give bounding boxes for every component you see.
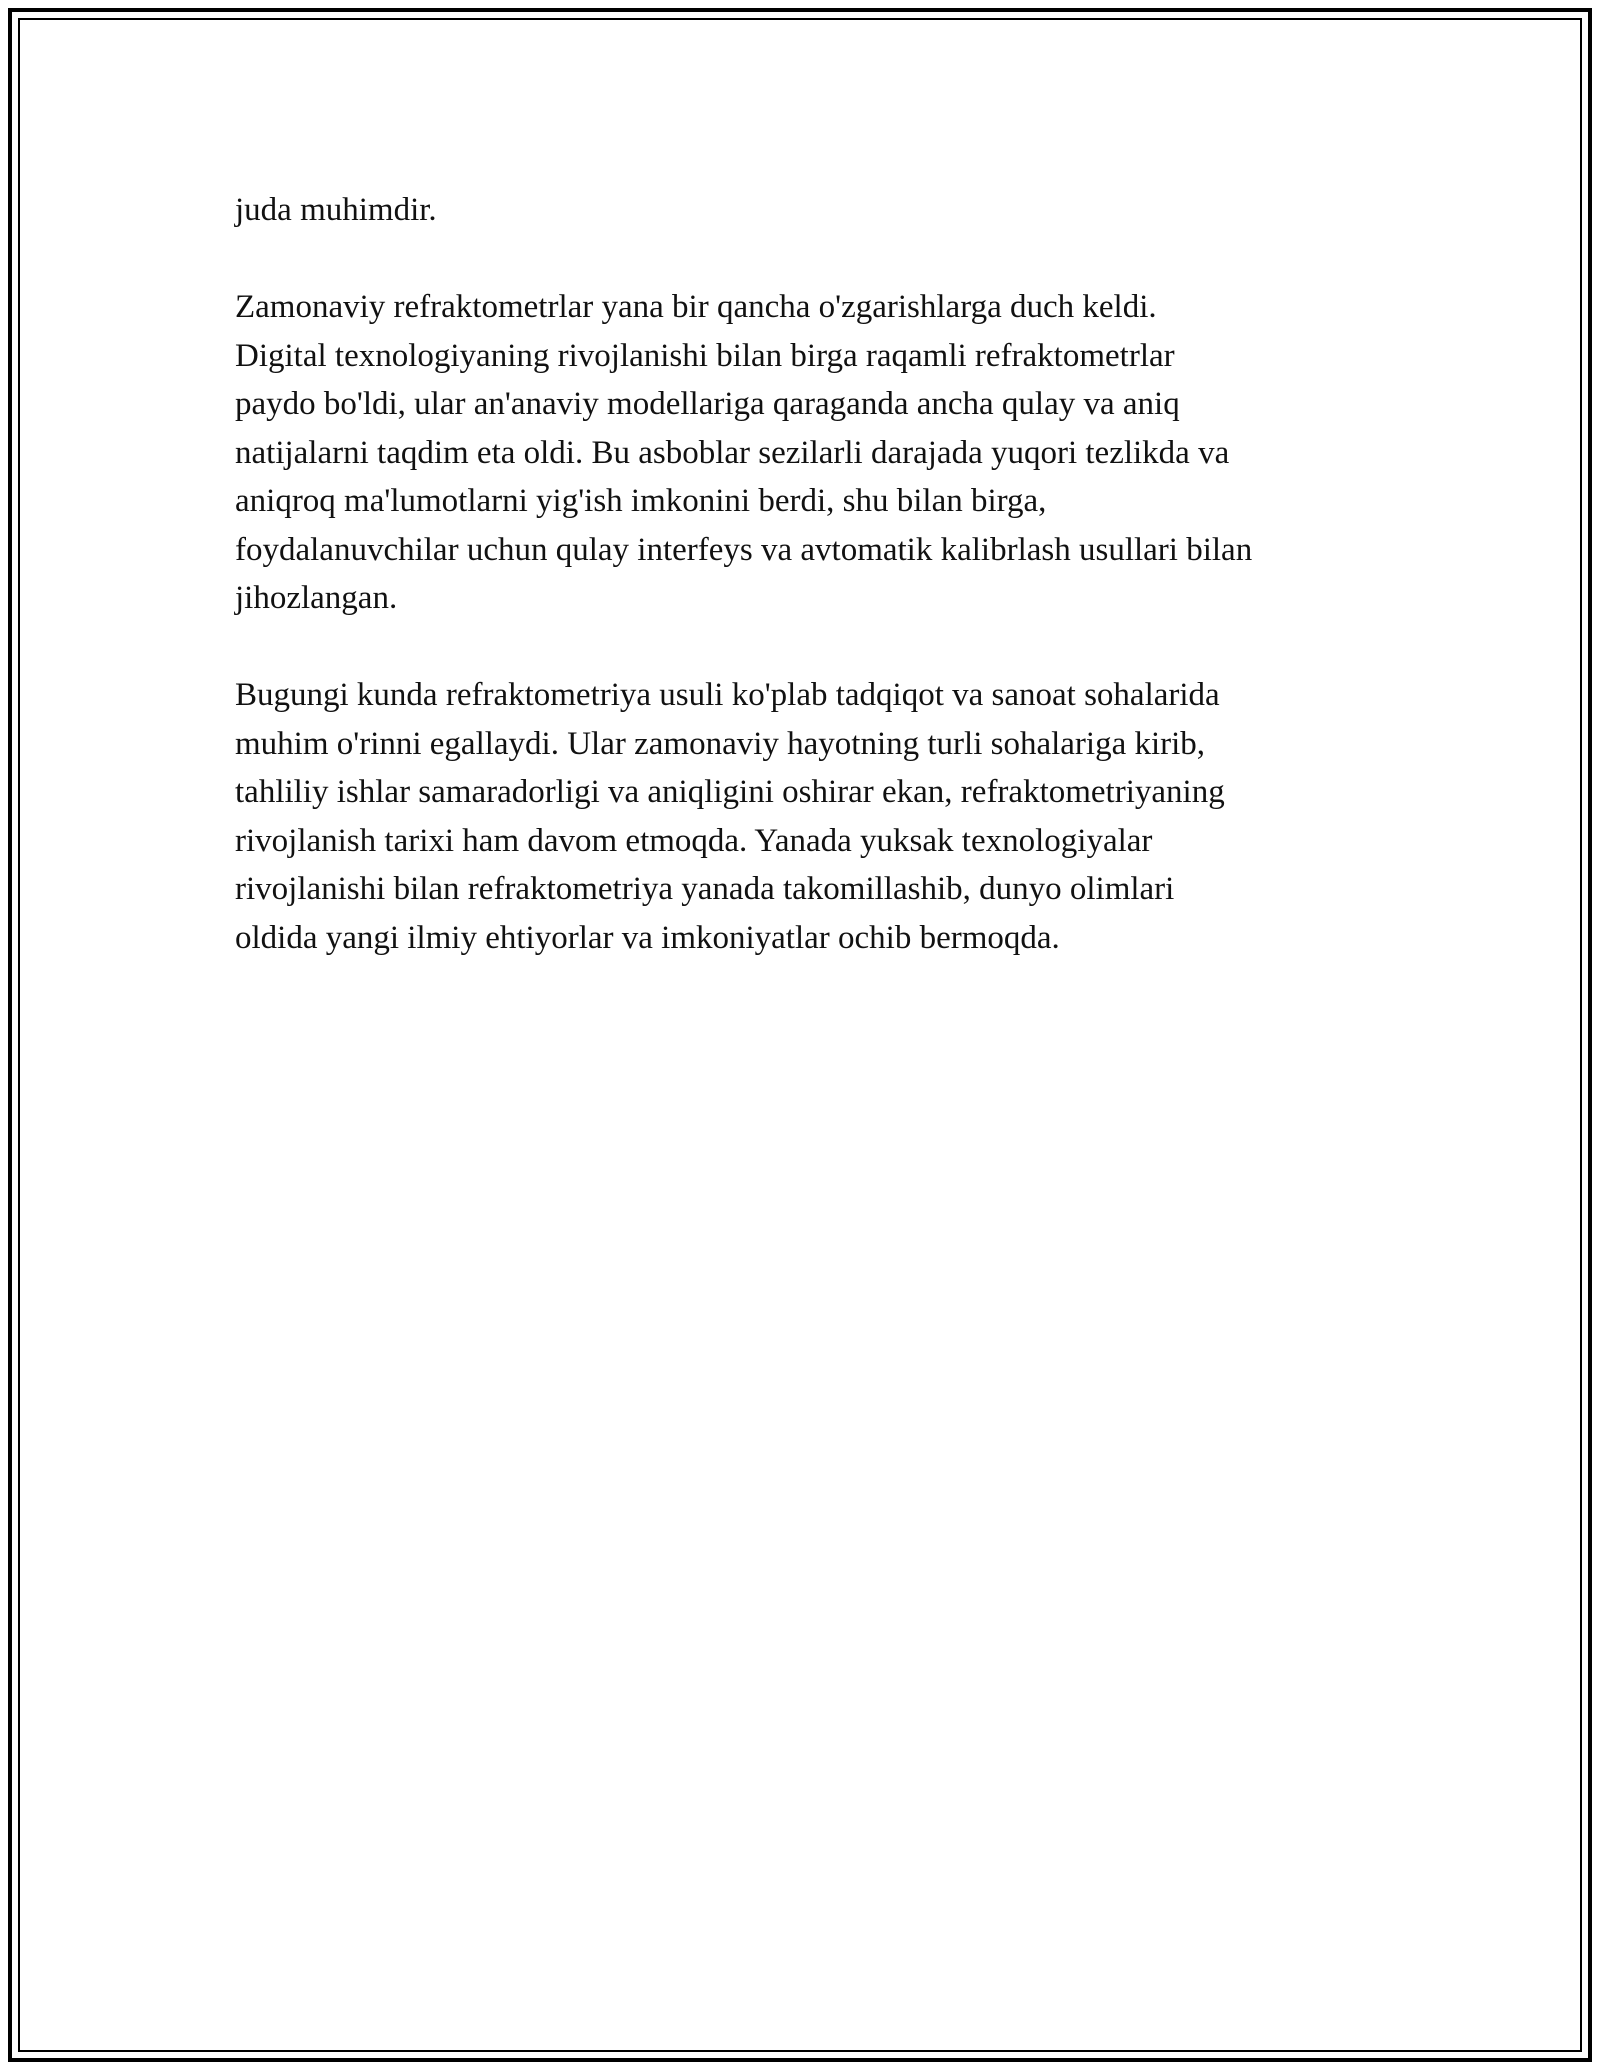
- text-line: Bugungi kunda refraktometriya usuli ko'plab tadqiqot va sanoat sohalarida: [235, 677, 1220, 713]
- text-line: natijalarni taqdim eta oldi. Bu asboblar sezilarli darajada yuqori tezlikda va: [235, 434, 1230, 471]
- paragraph-1: [235, 186, 1385, 235]
- text-line: muhim o'rinni egallaydi. Ular zamonaviy hayotning turli sohalariga kirib,: [235, 725, 1206, 762]
- text-line: oldida yangi ilmiy ehtiyorlar va imkoniyatlar ochib bermoqda.: [235, 919, 1060, 956]
- text-line: rivojlanishi bilan refraktometriya yanada takomillashib, dunyo olimlari: [235, 871, 1175, 907]
- text-line: foydalanuvchilar uchun qulay interfeys va avtomatik kalibrlash usullari bilan: [235, 531, 1253, 568]
- text-line: tahliliy ishlar samaradorligi va aniqligini oshirar ekan, refraktometriyaning: [235, 774, 1225, 810]
- text-line: Zamonaviy refraktometrlar yana bir qancha o'zgarishlarga duch keldi.: [235, 289, 1157, 325]
- text-line: paydo bo'ldi, ular an'anaviy modellariga qaraganda ancha qulay va aniq: [235, 386, 1180, 422]
- text-line: Digital texnologiyaning rivojlanishi bilan birga raqamli refraktometrlar: [235, 337, 1175, 374]
- paragraph-3: [235, 671, 1385, 962]
- text-line: juda muhimdir.: [235, 192, 437, 228]
- text-line: aniqroq ma'lumotlarni yig'ish imkonini berdi, shu bilan birga,: [235, 483, 1047, 519]
- document-body: [235, 186, 1385, 1011]
- text-line: jihozlangan.: [235, 580, 398, 616]
- text-line: rivojlanish tarixi ham davom etmoqda. Yanada yuksak texnologiyalar: [235, 822, 1153, 859]
- paragraph-2: [235, 283, 1385, 623]
